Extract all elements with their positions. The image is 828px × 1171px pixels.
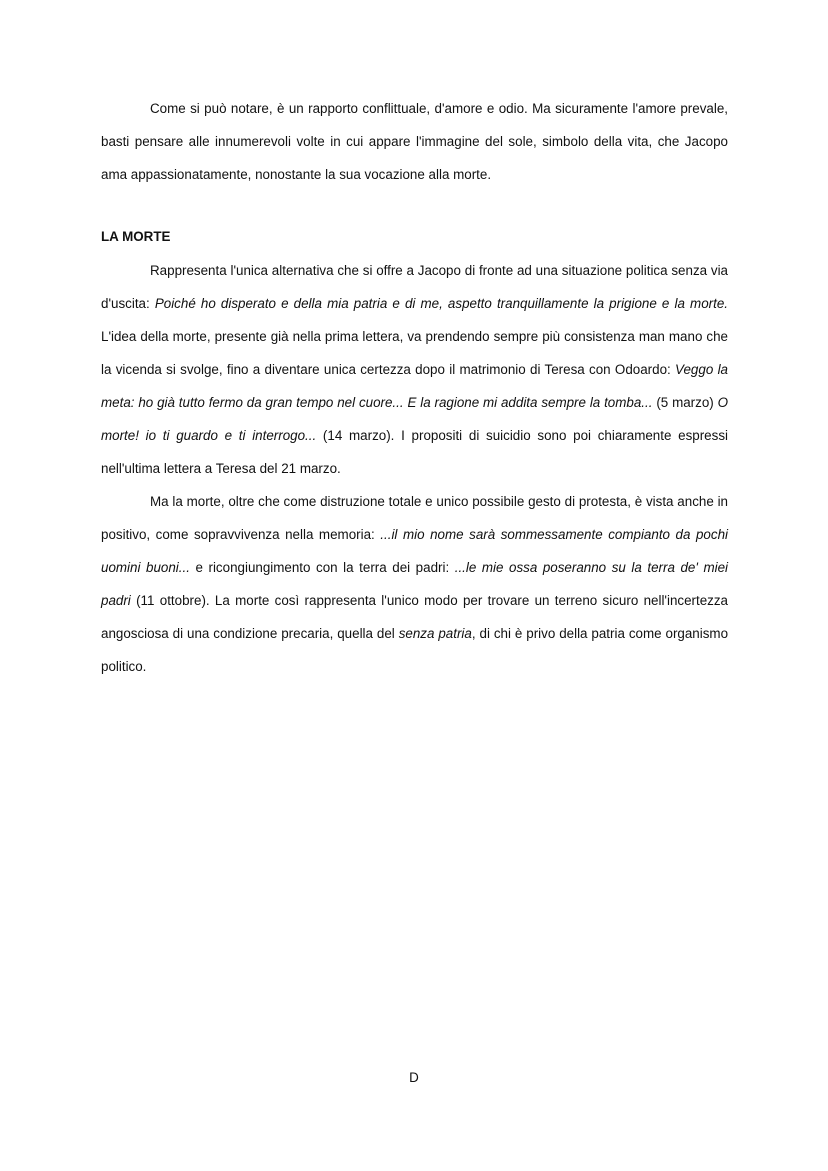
paragraph-2-text-2: L'idea della morte, presente già nella prima lettera, va prendendo sempre più consistenza man mano che la vicenda si svolge, fino a diventare unica certezza dopo il matrimonio di Teresa con Odoardo: [101,329,728,377]
quote-nome: ...il mio nome sarà sommessamente compianto da pochi uomini buoni... [101,527,728,575]
paragraph-2-text-1: Rappresenta l'unica alternativa che si offre a Jacopo di fronte ad una situazione politica senza via d'uscita: [101,263,728,311]
intro-paragraph: Come si può notare, è un rapporto conflittuale, d'amore e odio. Ma sicuramente l'amore prevale, basti pensare alle innumerevoli volte in cui appare l'immagine del sole, simbolo della vita, che Jacopo ama appassionatamente, nonostante la sua vocazione alla morte. [101,101,728,182]
section-heading: LA MORTE [101,229,171,244]
quote-prigione: Poiché ho disperato e della mia patria e di me, aspetto tranquillamente la prigione e la morte. [154,296,728,311]
paragraph-rappresenta [101,254,728,485]
quote-ossa: ...le mie ossa poseranno su la terra de' miei padri [101,560,729,608]
page-number: D [409,1070,419,1085]
paragraph-3-text-4: , di chi è privo della patria come organismo politico. [101,626,729,674]
quote-meta: Veggo la meta: ho già tutto fermo da gran tempo nel cuore... E la ragione mi addita sempre la tomba... [101,362,728,410]
paragraph-3-text-2: e ricongiungimento con la terra dei padri: [189,560,455,575]
paragraph-3-text-3: (11 ottobre). La morte così rappresenta l'unico modo per trovare un terreno sicuro nell'incertezza angosciosa di una condizione precaria, quella del [101,593,728,641]
death-section [101,254,728,683]
term-senza-patria: senza patria [398,626,472,641]
quote-o-morte: O morte! io ti guardo e ti interrogo... [101,395,729,443]
paragraph-3-text-1: Ma la morte, oltre che come distruzione totale e unico possibile gesto di protesta, è vista anche in positivo, come sopravvivenza nella memoria: [101,494,728,542]
paragraph-ma-la-morte [101,485,728,683]
paragraph-2-text-3: (5 marzo) [652,395,718,410]
paragraph-2-text-4: (14 marzo). I propositi di suicidio sono poi chiaramente espressi nell'ultima lettera a Teresa del 21 marzo. [101,428,728,476]
intro-section [101,92,728,191]
